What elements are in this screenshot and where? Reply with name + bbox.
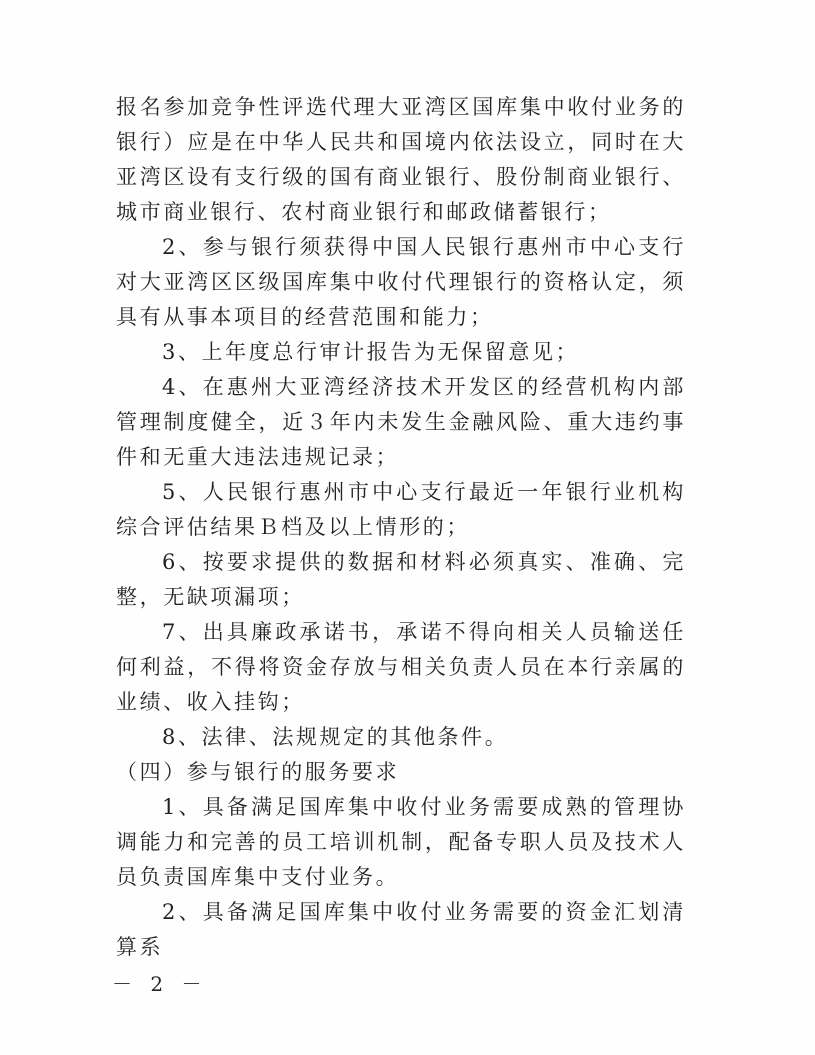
paragraph-item-7: 7、出具廉政承诺书，承诺不得向相关人员输送任何利益，不得将资金存放与相关负责人员在本行亲属的业绩、收入挂钩；: [116, 620, 686, 714]
paragraph-item-6: 6、按要求提供的数据和材料必须真实、准确、完整，无缺项漏项；: [116, 550, 686, 609]
paragraph-eligibility-continued: 报名参加竞争性评选代理大亚湾区国库集中收付业务的银行）应是在中华人民共和国境内依法设立，同时在大亚湾区设有支行级的国有商业银行、股份制商业银行、城市商业银行、农村商业银行和邮政储蓄银行；: [116, 95, 686, 224]
paragraph-item-4: 4、在惠州大亚湾经济技术开发区的经营机构内部管理制度健全，近３年内未发生金融风险、重大违约事件和无重大违法违规记录；: [116, 375, 686, 469]
paragraph-item-2: 2、参与银行须获得中国人民银行惠州市中心支行对大亚湾区区级国库集中收付代理银行的资格认定，须具有从事本项目的经营范围和能力；: [116, 235, 686, 329]
paragraph-item-8: 8、法律、法规规定的其他条件。: [162, 725, 509, 749]
page-number: － 2 －: [112, 972, 208, 996]
paragraph-service-item-1: 1、具备满足国库集中收付业务需要成熟的管理协调能力和完善的员工培训机制，配备专职人员及技术人员负责国库集中支付业务。: [116, 795, 686, 889]
section-heading-service-requirements: （四）参与银行的服务要求: [116, 760, 400, 784]
paragraph-item-3: 3、上年度总行审计报告为无保留意见；: [162, 340, 580, 364]
document-body: [116, 90, 686, 965]
paragraph-service-item-2: 2、具备满足国库集中收付业务需要的资金汇划清算系: [116, 900, 686, 959]
paragraph-item-5: 5、人民银行惠州市中心支行最近一年银行业机构综合评估结果Ｂ档及以上情形的；: [116, 480, 686, 539]
